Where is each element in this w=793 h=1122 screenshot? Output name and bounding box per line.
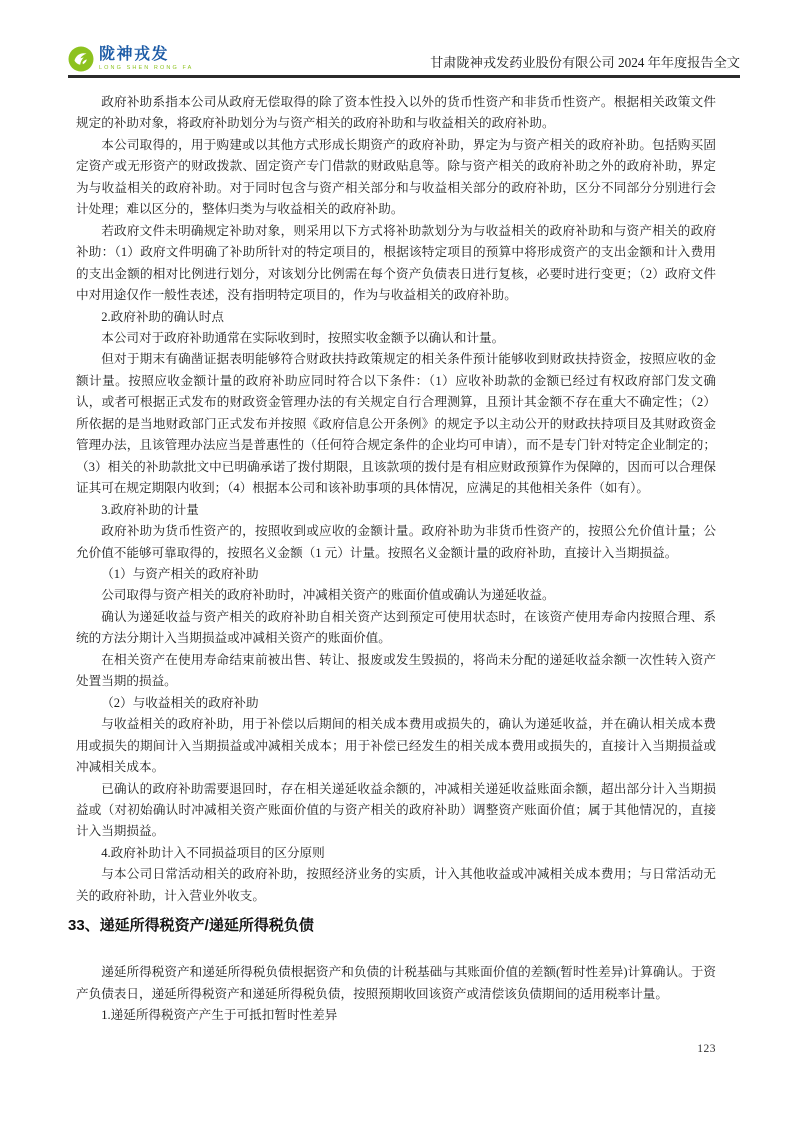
document-body xyxy=(68,92,716,1027)
paragraph: 政府补助系指本公司从政府无偿取得的除了资本性投入以外的货币性资产和非货币性资产。根据相关政策文件规定的补助对象，将政府补助划分为与资产相关的政府补助和与收益相关的政府补助。 xyxy=(76,95,716,131)
paragraph: 与本公司日常活动相关的政府补助，按照经济业务的实质，计入其他收益或冲减相关成本费用；与日常活动无关的政府补助，计入营业外收支。 xyxy=(76,867,716,903)
subheading-income-related: （2）与收益相关的政府补助 xyxy=(101,695,259,710)
paragraph: 若政府文件未明确规定补助对象，则采用以下方式将补助款划分为与收益相关的政府补助和与资产相关的政府补助：（1）政府文件明确了补助所针对的特定项目的，根据该特定项目的预算中将形成资产的支出金额和计入费用的支出金额的相对比例进行划分，对该划分比例需在每个资产负债表日进行复核，必要时进行变更；（2）政府文件中对用途仅作一般性表述，没有指明特定项目的，作为与收益相关的政府补助。 xyxy=(76,223,716,303)
page-header xyxy=(68,46,740,72)
paragraph: 政府补助为货币性资产的，按照收到或应收的金额计量。政府补助为非货币性资产的，按照公允价值计量；公允价值不能够可靠取得的，按照名义金额（1 元）计量。按照名义金额计量的政府补助，直接计入当期损益。 xyxy=(76,524,716,560)
section-heading-deferred-tax: 33、递延所得税资产/递延所得税负债 xyxy=(68,917,314,935)
brand-name-cn: 陇神戎发 xyxy=(99,46,170,63)
subheading-asset-related: （1）与资产相关的政府补助 xyxy=(101,566,259,581)
logo-wordmark xyxy=(99,47,193,71)
paragraph: 但对于期末有确凿证据表明能够符合财政扶持政策规定的相关条件预计能够收到财政扶持资金，按照应收的金额计量。按照应收金额计量的政府补助应同时符合以下条件：（1）应收补助款的金额已经过有权政府部门发文确认，或者可根据正式发布的财政资金管理办法的有关规定自行合理测算，且预计其金额不存在重大不确定性；（2）所依据的是当地财政部门正式发布并按照《政府信息公开条例》的规定予以主动公开的财政扶持项目及其财政资金管理办法，且该管理办法应当是普惠性的（任何符合规定条件的企业均可申请），而不是专门针对特定企业制定的；（3）相关的补助款批文中已明确承诺了拨付期限，且该款项的拨付是有相应财政预算作为保障的，因而可以合理保证其可在规定期限内收到；（4）根据本公司和该补助事项的具体情况，应满足的其他相关条件（如有）。 xyxy=(76,352,716,496)
subheading-classification-principle: 4.政府补助计入不同损益项目的区分原则 xyxy=(101,845,325,860)
paragraph: 递延所得税资产和递延所得税负债根据资产和负债的计税基础与其账面价值的差额(暂时性差异)计算确认。于资产负债表日，递延所得税资产和递延所得税负债，按照预期收回该资产或清偿该负债期间的适用税率计量。 xyxy=(76,965,716,1001)
paragraph: 本公司对于政府补助通常在实际收到时，按照实收金额予以确认和计量。 xyxy=(101,330,505,345)
subheading-measurement: 3.政府补助的计量 xyxy=(101,502,199,517)
paragraph: 确认为递延收益与资产相关的政府补助自相关资产达到预定可使用状态时，在该资产使用寿命内按照合理、系统的方法分期计入当期损益或冲减相关资产的账面价值。 xyxy=(76,609,716,646)
paragraph: 与收益相关的政府补助，用于补偿以后期间的相关成本费用或损失的，确认为递延收益，并在确认相关成本费用或损失的期间计入当期损益或冲减相关成本；用于补偿已经发生的相关成本费用或损失的，直接计入当期损益或冲减相关成本。 xyxy=(76,717,716,775)
subheading-deductible-differences: 1.递延所得税资产产生于可抵扣暂时性差异 xyxy=(101,1008,338,1023)
subheading-confirmation-timing: 2.政府补助的确认时点 xyxy=(101,309,224,324)
report-title: 甘肃陇神戎发药业股份有限公司 2024 年年度报告全文 xyxy=(430,55,740,70)
paragraph: 本公司取得的，用于购建或以其他方式形成长期资产的政府补助，界定为与资产相关的政府补助。包括购买固定资产或无形资产的财政拨款、固定资产专门借款的财政贴息等。除与资产相关的政府补助之外的政府补助，界定为与收益相关的政府补助。对于同时包含与资产相关部分和与收益相关部分的政府补助，区分不同部分分别进行会计处理；难以区分的，整体归类为与收益相关的政府补助。 xyxy=(76,137,716,217)
company-logo xyxy=(68,46,193,72)
header-divider xyxy=(68,75,740,78)
paragraph: 公司取得与资产相关的政府补助时，冲减相关资产的账面价值或确认为递延收益。 xyxy=(101,588,555,603)
paragraph: 已确认的政府补助需要退回时，存在相关递延收益余额的，冲减相关递延收益账面余额，超出部分计入当期损益或（对初始确认时冲减相关资产账面价值的与资产相关的政府补助）调整资产账面价值；属于其他情况的，直接计入当期损益。 xyxy=(76,781,716,839)
paragraph: 在相关资产在使用寿命结束前被出售、转让、报废或发生毁损的，将尚未分配的递延收益余额一次性转入资产处置当期的损益。 xyxy=(76,652,716,689)
logo-circle-icon xyxy=(68,46,94,72)
page-number: 123 xyxy=(697,1043,716,1055)
page-footer xyxy=(76,1039,716,1057)
brand-name-en: LONG SHEN RONG FA xyxy=(99,64,194,71)
